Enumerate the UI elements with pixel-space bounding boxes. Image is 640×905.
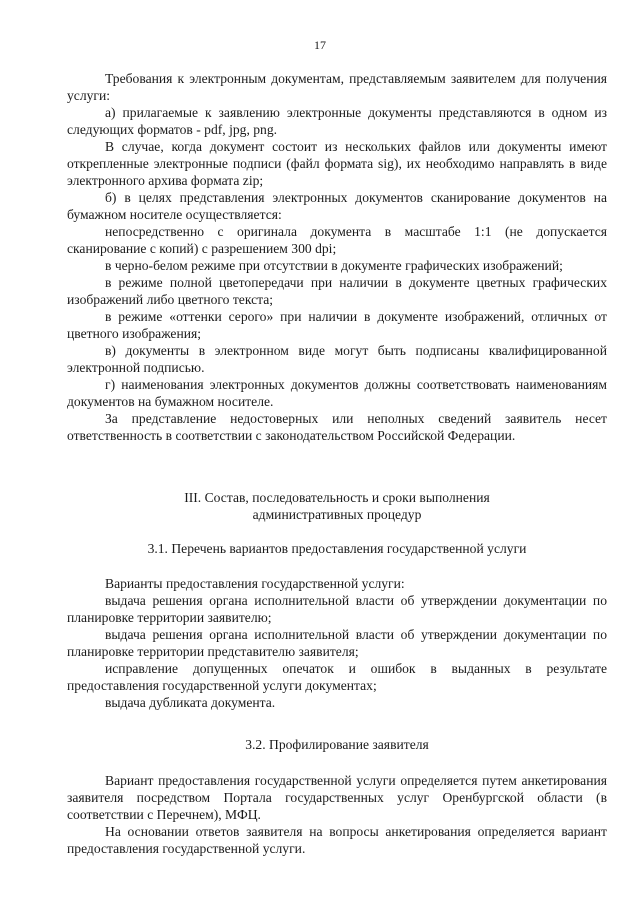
paragraph: исправление допущенных опечаток и ошибок в выданных в результате предоставления государственной услуги документах; [67, 661, 607, 693]
paragraph: в черно-белом режиме при отсутствии в документе графических изображений; [105, 258, 563, 273]
paragraph: непосредственно с оригинала документа в масштабе 1:1 (не допускается сканирование с копий) с разрешением 300 dpi; [67, 224, 607, 256]
paragraph: выдача решения органа исполнительной власти об утверждении документации по планировке территории заявителю; [67, 593, 607, 625]
page-number: 17 [314, 38, 326, 52]
paragraph: выдача решения органа исполнительной власти об утверждении документации по планировке территории представителю заявителя; [67, 627, 607, 659]
paragraph: В случае, когда документ состоит из нескольких файлов или документы имеют открепленные электронные подписи (файл формата sig), их необходимо направлять в виде электронного архива формата zip; [67, 139, 607, 188]
paragraph: а) прилагаемые к заявлению электронные документы представляются в одном из следующих форматов - pdf, jpg, png. [67, 105, 607, 137]
section-heading [67, 489, 607, 523]
paragraph: г) наименования электронных документов должны соответствовать наименованиям документов на бумажном носителе. [67, 377, 607, 409]
paragraph: в режиме «оттенки серого» при наличии в документе изображений, отличных от цветного изображения; [67, 309, 607, 341]
paragraph: Требования к электронным документам, представляемым заявителем для получения услуги: [67, 71, 607, 103]
paragraph: Варианты предоставления государственной услуги: [105, 576, 405, 591]
paragraph: выдача дубликата документа. [105, 695, 276, 710]
variants-block [67, 575, 607, 711]
requirements-block [67, 70, 607, 444]
paragraph: Вариант предоставления государственной услуги определяется путем анкетирования заявителя посредством Портала государственных услуг Оренбургской области (в соответствии с Перечнем), МФЦ. [67, 773, 607, 822]
section-heading-line: III. Состав, последовательность и сроки выполнения [184, 490, 490, 505]
section-heading-line: административных процедур [252, 507, 422, 522]
paragraph: За представление недостоверных или неполных сведений заявитель несет ответственность в соответствии с законодательством Российской Федерации. [67, 411, 607, 443]
paragraph: На основании ответов заявителя на вопросы анкетирования определяется вариант предоставления государственной услуги. [67, 824, 607, 856]
paragraph: б) в целях представления электронных документов сканирование документов на бумажном носителе осуществляется: [67, 190, 607, 222]
subsection-heading: 3.2. Профилирование заявителя [245, 737, 429, 752]
paragraph: в режиме полной цветопередачи при наличии в документе цветных графических изображений либо цветного текста; [67, 275, 607, 307]
profiling-block [67, 772, 607, 857]
paragraph: в) документы в электронном виде могут быть подписаны квалифицированной электронной подписью. [67, 343, 607, 375]
subsection-heading: 3.1. Перечень вариантов предоставления государственной услуги [147, 541, 527, 556]
